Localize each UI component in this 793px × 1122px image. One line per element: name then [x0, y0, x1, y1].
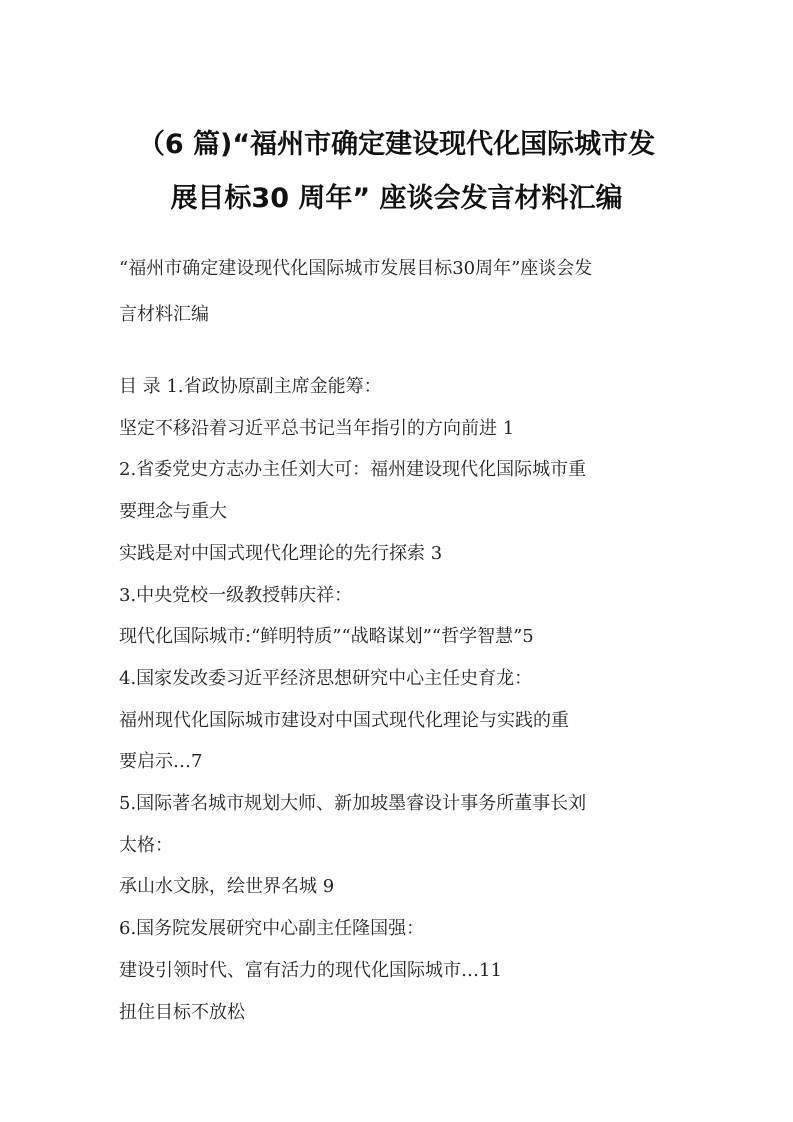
title-line-1: （6 篇)“福州市确定建设现代化国际城市发	[137, 129, 656, 160]
toc-line: 要理念与重大	[119, 501, 227, 523]
toc-line: 实践是对中国式现代化理论的先行探索 3	[119, 542, 443, 564]
document-subtitle	[119, 246, 679, 338]
toc-line: 坚定不移沿着习近平总书记当年指引的方向前进 1	[119, 417, 515, 439]
toc-line: 6.国务院发展研究中心副主任隆国强：	[119, 918, 425, 940]
toc-line: 承山水文脉，绘世界名城 9	[119, 876, 335, 898]
toc-line: 2.省委党史方志办主任刘大可：福州建设现代化国际城市重	[119, 459, 587, 481]
table-of-contents	[119, 366, 679, 1033]
toc-line: 4.国家发改委习近平经济思想研究中心主任史育龙：	[119, 667, 533, 689]
title-line-2: 展目标30 周年” 座谈会发言材料汇编	[170, 183, 623, 214]
subtitle-line-2: 言材料汇编	[119, 304, 209, 325]
toc-line: 5.国际著名城市规划大师、新加坡墨睿设计事务所董事长刘	[119, 793, 587, 815]
subtitle-line-1: “福州市确定建设现代化国际城市发展目标30周年”座谈会发	[119, 258, 593, 279]
document-title	[100, 118, 693, 226]
toc-line: 现代化国际城市:“鲜明特质”“战略谋划”“哲学智慧”5	[119, 626, 534, 648]
toc-line: 建设引领时代、富有活力的现代化国际城市…11	[119, 959, 502, 981]
toc-line: 要启示…7	[119, 751, 203, 773]
toc-line: 扭住目标不放松	[119, 1001, 245, 1023]
toc-line: 福州现代化国际城市建设对中国式现代化理论与实践的重	[119, 709, 569, 731]
toc-line: 太格：	[119, 834, 173, 856]
toc-line: 目 录 1.省政协原副主席金能筹：	[119, 376, 382, 397]
toc-line: 3.中央党校一级教授韩庆祥：	[119, 584, 353, 606]
